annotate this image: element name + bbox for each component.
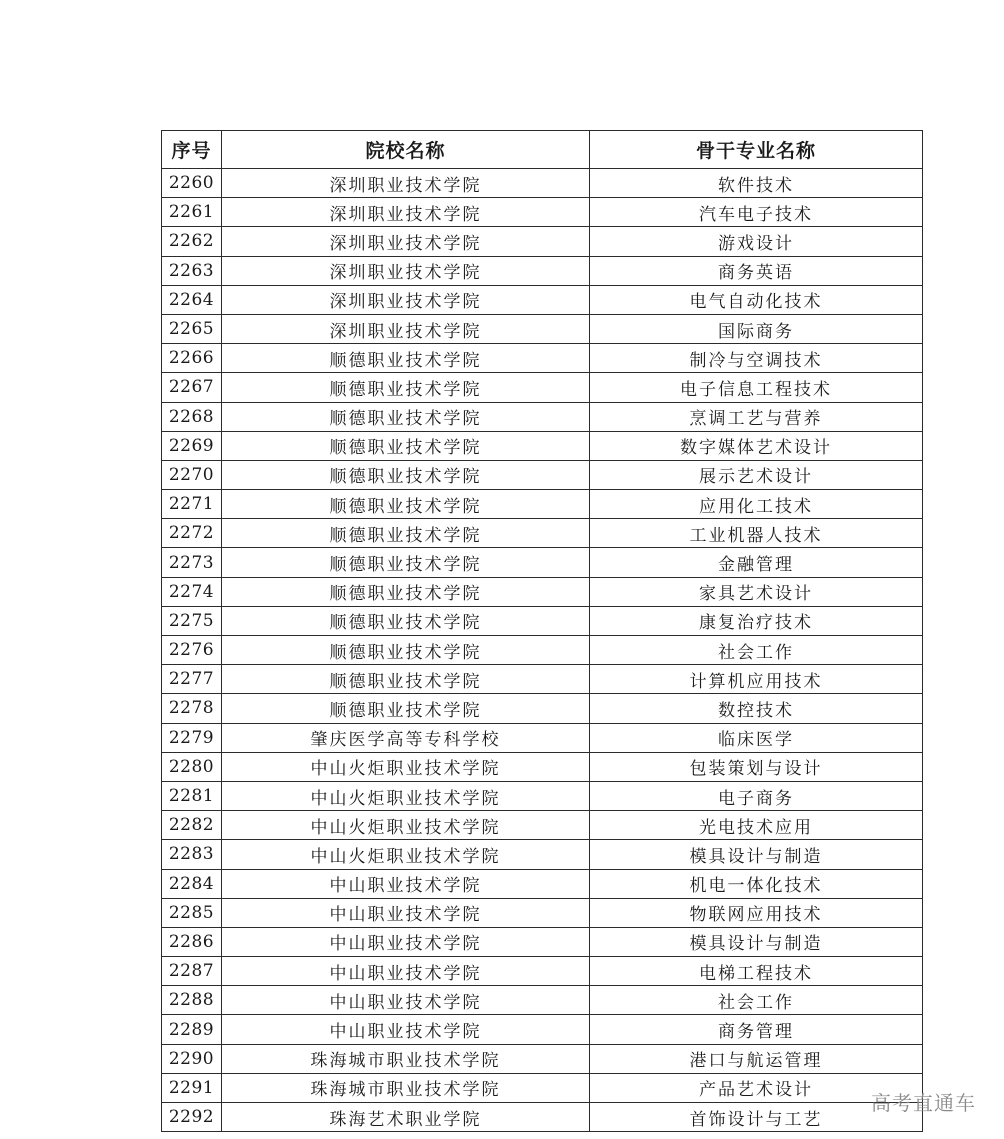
table-row <box>162 840 923 869</box>
cell-school: 深圳职业技术学院 <box>222 198 590 227</box>
cell-school: 中山职业技术学院 <box>222 869 590 898</box>
cell-major: 展示艺术设计 <box>590 460 923 489</box>
cell-major: 计算机应用技术 <box>590 665 923 694</box>
table-row <box>162 811 923 840</box>
table-row <box>162 344 923 373</box>
cell-school: 珠海城市职业技术学院 <box>222 1044 590 1073</box>
cell-major: 康复治疗技术 <box>590 606 923 635</box>
cell-school: 深圳职业技术学院 <box>222 285 590 314</box>
cell-seq: 2260 <box>162 169 222 198</box>
cell-school: 中山职业技术学院 <box>222 927 590 956</box>
cell-school: 深圳职业技术学院 <box>222 256 590 285</box>
cell-school: 顺德职业技术学院 <box>222 694 590 723</box>
cell-major: 包装策划与设计 <box>590 752 923 781</box>
cell-school: 顺德职业技术学院 <box>222 519 590 548</box>
cell-school: 深圳职业技术学院 <box>222 227 590 256</box>
table-body <box>162 169 923 1132</box>
cell-major: 模具设计与制造 <box>590 840 923 869</box>
table-row <box>162 169 923 198</box>
table-row <box>162 898 923 927</box>
cell-seq: 2281 <box>162 781 222 810</box>
cell-seq: 2282 <box>162 811 222 840</box>
cell-seq: 2262 <box>162 227 222 256</box>
table-row <box>162 256 923 285</box>
table-row <box>162 285 923 314</box>
table-row <box>162 490 923 519</box>
table-row <box>162 636 923 665</box>
table-row <box>162 694 923 723</box>
cell-major: 社会工作 <box>590 636 923 665</box>
table-row <box>162 1015 923 1044</box>
cell-major: 软件技术 <box>590 169 923 198</box>
cell-major: 工业机器人技术 <box>590 519 923 548</box>
cell-seq: 2287 <box>162 957 222 986</box>
cell-school: 顺德职业技术学院 <box>222 373 590 402</box>
cell-seq: 2289 <box>162 1015 222 1044</box>
cell-seq: 2267 <box>162 373 222 402</box>
table-header <box>162 131 923 169</box>
cell-seq: 2261 <box>162 198 222 227</box>
cell-seq: 2288 <box>162 986 222 1015</box>
cell-major: 金融管理 <box>590 548 923 577</box>
cell-seq: 2280 <box>162 752 222 781</box>
cell-seq: 2266 <box>162 344 222 373</box>
cell-school: 顺德职业技术学院 <box>222 344 590 373</box>
cell-seq: 2277 <box>162 665 222 694</box>
table-row <box>162 781 923 810</box>
cell-seq: 2274 <box>162 577 222 606</box>
cell-school: 顺德职业技术学院 <box>222 577 590 606</box>
table-row <box>162 986 923 1015</box>
table-row <box>162 1044 923 1073</box>
cell-school: 顺德职业技术学院 <box>222 606 590 635</box>
table-row <box>162 957 923 986</box>
cell-seq: 2284 <box>162 869 222 898</box>
cell-seq: 2283 <box>162 840 222 869</box>
cell-major: 临床医学 <box>590 723 923 752</box>
cell-major: 模具设计与制造 <box>590 927 923 956</box>
cell-seq: 2276 <box>162 636 222 665</box>
cell-school: 中山火炬职业技术学院 <box>222 781 590 810</box>
cell-school: 中山职业技术学院 <box>222 957 590 986</box>
cell-seq: 2263 <box>162 256 222 285</box>
cell-major: 数字媒体艺术设计 <box>590 431 923 460</box>
table-row <box>162 314 923 343</box>
cell-seq: 2265 <box>162 314 222 343</box>
cell-major: 电梯工程技术 <box>590 957 923 986</box>
cell-major: 机电一体化技术 <box>590 869 923 898</box>
cell-school: 中山火炬职业技术学院 <box>222 811 590 840</box>
table-row <box>162 1073 923 1102</box>
cell-major: 烹调工艺与营养 <box>590 402 923 431</box>
cell-seq: 2286 <box>162 927 222 956</box>
cell-seq: 2275 <box>162 606 222 635</box>
cell-seq: 2279 <box>162 723 222 752</box>
header-school: 院校名称 <box>222 131 590 169</box>
cell-seq: 2271 <box>162 490 222 519</box>
table-row <box>162 460 923 489</box>
cell-school: 中山职业技术学院 <box>222 1015 590 1044</box>
cell-seq: 2273 <box>162 548 222 577</box>
cell-major: 制冷与空调技术 <box>590 344 923 373</box>
table-row <box>162 752 923 781</box>
cell-school: 顺德职业技术学院 <box>222 665 590 694</box>
cell-school: 珠海城市职业技术学院 <box>222 1073 590 1102</box>
cell-school: 中山职业技术学院 <box>222 986 590 1015</box>
cell-seq: 2285 <box>162 898 222 927</box>
major-list-table <box>161 130 923 1132</box>
cell-major: 电子信息工程技术 <box>590 373 923 402</box>
cell-school: 顺德职业技术学院 <box>222 402 590 431</box>
cell-seq: 2278 <box>162 694 222 723</box>
cell-major: 电子商务 <box>590 781 923 810</box>
cell-major: 应用化工技术 <box>590 490 923 519</box>
cell-major: 港口与航运管理 <box>590 1044 923 1073</box>
cell-school: 顺德职业技术学院 <box>222 636 590 665</box>
cell-school: 顺德职业技术学院 <box>222 490 590 519</box>
cell-school: 顺德职业技术学院 <box>222 460 590 489</box>
table-row <box>162 577 923 606</box>
table-row <box>162 227 923 256</box>
watermark-text: 高考直通车 <box>871 1091 976 1115</box>
cell-seq: 2272 <box>162 519 222 548</box>
cell-major: 汽车电子技术 <box>590 198 923 227</box>
table-row <box>162 198 923 227</box>
cell-school: 深圳职业技术学院 <box>222 314 590 343</box>
cell-school: 中山火炬职业技术学院 <box>222 840 590 869</box>
cell-major: 数控技术 <box>590 694 923 723</box>
cell-major: 家具艺术设计 <box>590 577 923 606</box>
cell-seq: 2292 <box>162 1103 222 1132</box>
cell-school: 顺德职业技术学院 <box>222 431 590 460</box>
cell-major: 电气自动化技术 <box>590 285 923 314</box>
cell-school: 中山职业技术学院 <box>222 898 590 927</box>
cell-major: 国际商务 <box>590 314 923 343</box>
table-row <box>162 927 923 956</box>
table-row <box>162 373 923 402</box>
header-seq: 序号 <box>162 131 222 169</box>
cell-seq: 2290 <box>162 1044 222 1073</box>
cell-seq: 2268 <box>162 402 222 431</box>
cell-major: 商务管理 <box>590 1015 923 1044</box>
table-row <box>162 431 923 460</box>
table-row <box>162 402 923 431</box>
header-major: 骨干专业名称 <box>590 131 923 169</box>
cell-major: 商务英语 <box>590 256 923 285</box>
cell-school: 肇庆医学高等专科学校 <box>222 723 590 752</box>
table-row <box>162 869 923 898</box>
cell-school: 珠海艺术职业学院 <box>222 1103 590 1132</box>
cell-school: 深圳职业技术学院 <box>222 169 590 198</box>
cell-major: 物联网应用技术 <box>590 898 923 927</box>
cell-seq: 2270 <box>162 460 222 489</box>
cell-school: 顺德职业技术学院 <box>222 548 590 577</box>
cell-major: 社会工作 <box>590 986 923 1015</box>
table-row <box>162 606 923 635</box>
table-row <box>162 723 923 752</box>
cell-major: 首饰设计与工艺 <box>590 1103 923 1132</box>
cell-seq: 2264 <box>162 285 222 314</box>
cell-seq: 2291 <box>162 1073 222 1102</box>
header-row <box>162 131 923 169</box>
table-row <box>162 1103 923 1132</box>
cell-seq: 2269 <box>162 431 222 460</box>
cell-major: 游戏设计 <box>590 227 923 256</box>
table-row <box>162 665 923 694</box>
table-row <box>162 548 923 577</box>
cell-major: 产品艺术设计 <box>590 1073 923 1102</box>
table-row <box>162 519 923 548</box>
cell-major: 光电技术应用 <box>590 811 923 840</box>
cell-school: 中山火炬职业技术学院 <box>222 752 590 781</box>
